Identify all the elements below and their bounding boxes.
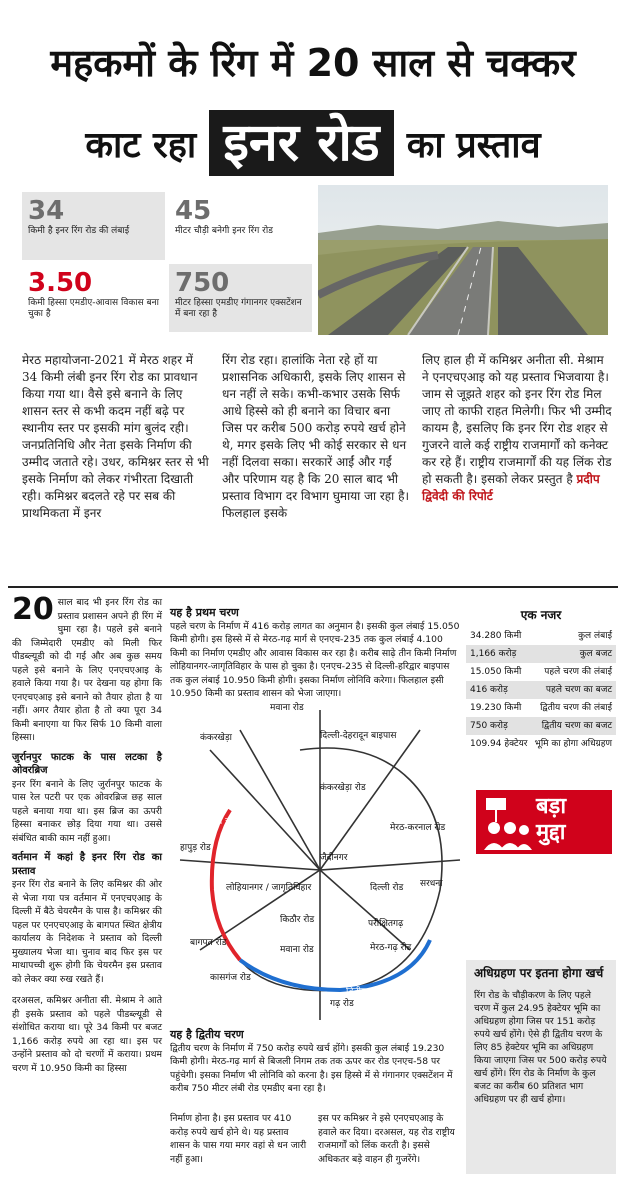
drop-cap: 20 — [12, 592, 54, 627]
stat-value: 45 — [175, 196, 212, 226]
at-a-glance — [466, 606, 616, 753]
glance-label: द्वितीय चरण का बजट — [541, 721, 612, 731]
section-divider — [8, 586, 618, 588]
stat-value: 34 — [28, 196, 65, 226]
phase-2-tail-1: निर्माण होना है। इस प्रस्ताव पर 410 करोड़ रुपये खर्च होने थे। यह प्रस्ताव शासन के पास गया मगर वहां से धन जारी नहीं हुआ। — [170, 1113, 307, 1165]
glance-row — [466, 717, 616, 735]
map-label: जैदीनगर — [320, 853, 348, 863]
map-label-phase1: प्रथम चरण — [206, 817, 242, 827]
phase-1-heading: यह है प्रथम चरण — [170, 606, 239, 619]
glance-label: पहले चरण का बजट — [545, 685, 612, 695]
stat-label: किमी है इनर रिंग रोड की लंबाई — [28, 226, 130, 236]
stat-value: 3.50 — [28, 268, 93, 298]
bada-mudda-badge — [476, 790, 612, 854]
map-label: लोहियानगर / जागृतिविहार — [226, 883, 312, 893]
acquisition-box — [466, 960, 616, 1174]
glance-label: भूमि का होगा अधिग्रहण — [534, 739, 612, 749]
stat-built-mda — [22, 264, 165, 332]
glance-label: कुल बजट — [579, 649, 612, 659]
glance-row — [466, 735, 616, 753]
glance-value: 109.94 हेक्टेयर — [470, 739, 528, 749]
map-label: हापुड़ रोड — [180, 843, 211, 853]
stat-width — [169, 192, 312, 260]
intro-column-1: मेरठ महायोजना-2021 में मेरठ शहर में 34 किमी लंबी इनर रिंग रोड का प्रावधान किया गया था। वैसे इसे बनाने के लिए शासन स्तर से कभी कदम नहीं बढ़े पर स्थानीय स्तर पर इसकी मांग बुलंद रही। जनप्रतिनिधि और नेता इसके निर्माण की उम्मीद जताते रहे। उधर, कमिश्नर स्तर से भी इसके निर्माण को लेकर गंभीरता दिखाती रही। कमिश्नर बदलते रहे पर सब की प्राथमिकता में इनर — [22, 353, 209, 520]
phase-2-section — [170, 1028, 460, 1096]
phase-2-text: द्वितीय चरण के निर्माण में 750 करोड़ रुपये खर्च होंगे। इसकी कुल लंबाई 19.230 किमी होगी। मेरठ-गढ़ मार्ग से बिजली निगम तक तक ऊपर कर रोड एनएच-58 पर पहुंचेगी। इसका निर्माण भी लोनिवि को करना है। इस हिस्से में से गंगानगर एक्सटेंशन में करीब 750 मीटर लंबी रोड एमडीए बना रहा है। — [170, 1042, 453, 1094]
glance-value: 15.050 किमी — [470, 667, 522, 677]
badge-text — [536, 794, 566, 846]
stat-label: मीटर हिस्सा एमडीए गंगानगर एक्सटेंशन में बना रहा है — [175, 298, 302, 319]
stat-value: 750 — [175, 268, 230, 298]
stats-grid — [22, 192, 312, 332]
map-label: किठौर रोड — [280, 915, 315, 925]
left-paragraph-1: साल बाद भी इनर रिंग रोड का प्रस्ताव प्रशासन अपने ही रिंग में घुमा रहा है। पहले इसे बनाने की जिम्मेदारी एमडीए को मिली फिर पीडब्ल्यूडी को दी गई और अब कुछ समय पहले इसे बनाने के लिए एनएचएआइ के हवाले किया गया है। पर देखना यह होगा कि एनएचएआइ इसे बनाने को तैयार होता है या नहीं। अगर तैयार होता है तो क्या पूरा 34 किमी बनाएगा या फिर सिर्फ 10 किमी वाला हिस्सा। — [12, 597, 162, 743]
glance-value: 34.280 किमी — [470, 631, 522, 641]
at-a-glance-rows — [466, 627, 616, 753]
phase-2-tail-2-text: इसे एनएचएआइ के हवाले कर दिया। दरअसल, यह रोड राष्ट्रीय राजमार्गों को लिंक करती है। इससे अधिकतर बड़े वाहन ही गुजरेंगे। — [318, 1113, 455, 1165]
glance-row — [466, 681, 616, 699]
glance-row — [466, 627, 616, 645]
phase-1-text: पहले चरण के निर्माण में 416 करोड़ लागत का अनुमान है। इसकी कुल लंबाई 15.050 किमी होगी। इस हिस्से में से मेरठ-गढ़ मार्ग से एनएच-235 तक कुल लंबाई 4.100 किमी का निर्माण एमडीए और आवास विकास कर रहा है। करीब साढ़े तीन किमी निर्माण लोहियानगर-जागृतिविहार के पास हो चुका है। एनएच-235 से दिल्ली-हरिद्वार बाइपास तक कुल लंबाई 10.950 किमी होगी। इसका निर्माण लोनिवि करेगा। फिलहाल इसी 10.950 किमी का प्रस्ताव शासन को भेजा जाएगा। — [170, 620, 460, 699]
byline: प्रदीप द्विवेदी की रिपोर्ट — [422, 472, 600, 503]
stat-gangnagar — [169, 264, 312, 332]
map-label-phase2: द्वितीय चरण — [346, 987, 385, 997]
phase-2-tail-2 — [318, 1112, 458, 1166]
acquisition-text: रिंग रोड के चौड़ीकरण के लिए पहले चरण में कुल 24.95 हेक्टेयर भूमि का अधिग्रहण होगा जिस पर 151 करोड़ रुपये खर्च होंगे। ऐसे ही द्वितीय चरण के लिए 85 हेक्टेयर भूमि का अधिग्रहण किया जाएगा जिस पर 500 करोड़ रुपये खर्च होंगे। रिंग रोड के निर्माण के कुल बजट का करीब 60 प्रतिशत भाग अधिग्रहण पर ही खर्च होगा। — [474, 990, 607, 1105]
at-a-glance-heading: एक नजर — [520, 608, 562, 622]
glance-value: 1,166 करोड़ — [470, 649, 517, 659]
glance-value: 750 करोड़ — [470, 721, 508, 731]
phase-2-tail-mid: इस पर कमिश्नर ने — [318, 1113, 377, 1124]
glance-label: पहले चरण की लंबाई — [544, 667, 612, 677]
intro-column-3 — [422, 352, 612, 505]
intro-column-2: रिंग रोड रहा। हालांकि नेता रहे हों या प्रशासनिक अधिकारी, इसके लिए शासन से धन नहीं ले सके। कभी-कभार उसके सिर्फ आधे हिस्से को ही बनाने का विचार बना जिस पर करीब 500 करोड़ रुपये खर्च होने थे, मगर इसके लिए भी कोई सरकार से धन नहीं दिलवा सका। सरकारें आईं और गईं और परिणाम यह है कि 20 साल बाद भी प्रस्ताव विभाग दर विभाग घुमाया जा रहा है। फिलहाल इसके — [222, 353, 410, 520]
map-label: सरधना — [420, 879, 443, 889]
map-label: मवाना रोड — [280, 945, 314, 955]
glance-value: 19.230 किमी — [470, 703, 522, 713]
subheading-overbridge: जुर्रानपुर फाटक के पास लटका है ओवरब्रिज — [12, 751, 162, 776]
badge-line-2: मुद्दा — [536, 820, 566, 845]
glance-value: 416 करोड़ — [470, 685, 508, 695]
phase-1-section — [170, 606, 460, 701]
headline-line-1: महकमों के रिंग में 20 साल से चक्कर — [50, 41, 576, 85]
intro-column-3-text: लिए हाल ही में कमिश्नर अनीता सी. मेश्राम ने एनएचएआइ को यह प्रस्ताव भिजवाया है। जाम से जूझते शहर को इनर रिंग रोड मिल जाए तो काफी राहत मिलेगी। फिर भी उम्मीद कायम है, इसलिए कि इनर रिंग रोड शहर से गुजरने वाले कई राष्ट्रीय राजमार्गों को कनेक्ट कर रहे हैं। राष्ट्रीय राजमार्गों की यह लिंक रोड हो सकती है। इसको लेकर प्रस्तुत है — [422, 353, 612, 486]
glance-row — [466, 663, 616, 681]
map-label: दिल्ली-देहरादून बाइपास — [320, 731, 397, 741]
glance-row — [466, 699, 616, 717]
glance-label: कुल लंबाई — [578, 631, 612, 641]
map-label: परीक्षितगढ़ — [368, 919, 404, 929]
headline-pre: काट रहा — [85, 124, 197, 166]
protest-icon — [480, 792, 536, 852]
headline-line-2 — [0, 110, 626, 176]
headline-highlight: इनर रोड — [209, 110, 393, 176]
headline-post: का प्रस्ताव — [406, 124, 541, 166]
map-label: कासगंज रोड — [210, 973, 251, 983]
map-label: बागपत रोड — [190, 938, 227, 948]
ring-road-map — [170, 690, 470, 1030]
stat-length — [22, 192, 165, 260]
headline — [0, 0, 626, 182]
acquisition-heading: अधिग्रहण पर इतना होगा खर्च — [474, 966, 604, 980]
map-label: मवाना रोड — [270, 703, 304, 713]
map-label: मेरठ-गढ़ रोड — [370, 943, 412, 953]
left-paragraph-2: इनर रिंग बनाने के लिए जुर्रानपुर फाटक के पास रेल पटरी पर एक ओवरब्रिज छह साल पहले बनाया गया था। इस ब्रिज का ऊपरी हिस्सा बनाकर छोड़ दिया गया था। उससे संबंधित बाकी काम नहीं हुआ। — [12, 778, 162, 844]
stat-label: मीटर चौड़ी बनेगी इनर रिंग रोड — [175, 226, 273, 236]
road-photo — [318, 185, 608, 335]
map-label: गढ़ रोड — [330, 999, 354, 1009]
glance-row — [466, 645, 616, 663]
left-paragraph-3: इनर रिंग रोड बनाने के लिए कमिश्नर की ओर से भेजा गया पत्र वर्तमान में एनएचएआइ के दिल्ली में बैठे चेयरमैन के पास है। कमिश्नर की पहल पर एनएचएआइ के बागपत स्थित क्षेत्रीय कार्यालय के निदेशक ने प्रस्ताव को दिल्ली मुख्यालय भेजा था। चुनाव बाद फिर इस पर माथापच्ची शुरू होगी कि चेयरमैन इस प्रस्ताव को लेकर क्या रुख रखते हैं। — [12, 879, 162, 985]
map-label: कंकरखेड़ा रोड — [320, 783, 366, 793]
subheading-proposal: वर्तमान में कहां है इनर रिंग रोड का प्रस्ताव — [12, 852, 162, 877]
badge-line-1: बड़ा — [536, 794, 567, 819]
phase-2-heading: यह है द्वितीय चरण — [170, 1028, 244, 1041]
stat-label: किमी हिस्सा एमडीए-आवास विकास बना चुका है — [28, 298, 159, 319]
map-label: कंकरखेड़ा — [200, 733, 233, 743]
left-paragraph-4: दरअसल, कमिश्नर अनीता सी. मेश्राम ने आते ही इसके प्रस्ताव को पहले पीडब्ल्यूडी से संशोधित कराया था। पूरे 34 किमी पर बजट 1,166 करोड़ रुपये आ रहा था। इस पर उन्होंने प्रस्ताव को दो चरणों में कराया। प्रथम चरण में 10.950 किमी का हिस्सा — [12, 995, 162, 1074]
glance-label: द्वितीय चरण की लंबाई — [540, 703, 612, 713]
map-label: मेरठ-करनाल रोड — [390, 823, 446, 833]
map-svg — [170, 690, 470, 1030]
map-label: दिल्ली रोड — [370, 883, 404, 893]
left-column — [12, 592, 162, 1075]
